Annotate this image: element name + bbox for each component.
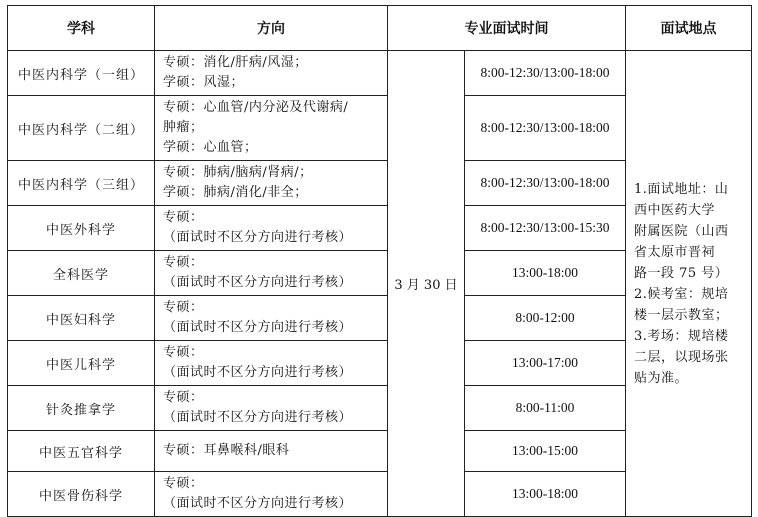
direction-line: （面试时不区分方向进行考核） [163,320,353,335]
subject-cell: 中医妇科学 [8,296,155,341]
subject-cell: 中医五官科学 [8,431,155,472]
direction-cell [155,472,388,517]
header-time: 专业面试时间 [388,6,626,51]
location-line: 楼一层示教室； [634,307,729,323]
location-line: 1.面试地址：山 [634,181,729,197]
time-cell: 8:00-11:00 [465,386,626,431]
direction-line: 学硕：心血管； [163,140,258,155]
direction-line: 专硕： [163,390,204,405]
direction-line: 肿瘤； [163,120,204,135]
direction-cell [155,251,388,296]
direction-line: 学硕：风湿； [163,75,245,90]
interview-schedule-table [7,5,752,517]
direction-line: （面试时不区分方向进行考核） [163,230,353,245]
time-cell: 8:00-12:30/13:00-18:00 [465,161,626,206]
time-cell: 13:00-17:00 [465,341,626,386]
date-cell: 3 月 30 日 [388,51,465,517]
location-cell [626,51,752,517]
time-cell: 13:00-15:00 [465,431,626,472]
header-subject: 学科 [8,6,155,51]
subject-cell: 中医内科学（三组） [8,161,155,206]
table-row [8,51,752,96]
location-line: 2.候考室：规培 [634,286,729,302]
direction-cell [155,341,388,386]
direction-line: （面试时不区分方向进行考核） [163,365,353,380]
direction-line: （面试时不区分方向进行考核） [163,410,353,425]
direction-cell [155,296,388,341]
subject-cell: 中医骨伤科学 [8,472,155,517]
direction-line: （面试时不区分方向进行考核） [163,496,353,511]
subject-cell: 中医内科学（一组） [8,51,155,96]
direction-line: 专硕：心血管/内分泌及代谢病/ [163,100,349,115]
direction-line: 专硕： [163,210,204,225]
time-cell: 8:00-12:30/13:00-18:00 [465,96,626,161]
direction-line: 专硕：肺病/脑病/肾病/； [163,165,313,180]
header-direction: 方向 [155,6,388,51]
location-line: 附属医院（山西 [634,223,729,239]
time-cell: 8:00-12:30/13:00-18:00 [465,51,626,96]
time-cell: 13:00-18:00 [465,251,626,296]
time-cell: 8:00-12:00 [465,296,626,341]
direction-cell [155,431,388,472]
subject-cell: 中医儿科学 [8,341,155,386]
direction-cell [155,206,388,251]
direction-cell [155,51,388,96]
direction-cell [155,386,388,431]
direction-line: 专硕：消化/肝病/风湿； [163,55,308,70]
direction-line: 专硕：耳鼻喉科/眼科 [163,443,290,458]
direction-line: 专硕： [163,300,204,315]
location-line: 3.考场：规培楼 [634,328,729,344]
subject-cell: 全科医学 [8,251,155,296]
direction-line: 专硕： [163,345,204,360]
direction-line: （面试时不区分方向进行考核） [163,275,353,290]
location-line: 路一段 75 号） [634,265,729,281]
direction-line: 专硕： [163,476,204,491]
location-line: 西中医药大学 [634,202,716,218]
header-location: 面试地点 [626,6,752,51]
direction-line: 学硕：肺病/消化/非全； [163,185,308,200]
time-cell: 8:00-12:30/13:00-15:30 [465,206,626,251]
subject-cell: 中医内科学（二组） [8,96,155,161]
subject-cell: 中医外科学 [8,206,155,251]
location-line: 贴为准。 [634,370,689,386]
direction-line: 专硕： [163,255,204,270]
time-cell: 13:00-18:00 [465,472,626,517]
subject-cell: 针灸推拿学 [8,386,155,431]
direction-cell [155,96,388,161]
location-line: 省太原市晋祠 [634,244,716,260]
header-row [8,6,752,51]
direction-cell [155,161,388,206]
location-line: 二层，以现场张 [634,349,729,365]
